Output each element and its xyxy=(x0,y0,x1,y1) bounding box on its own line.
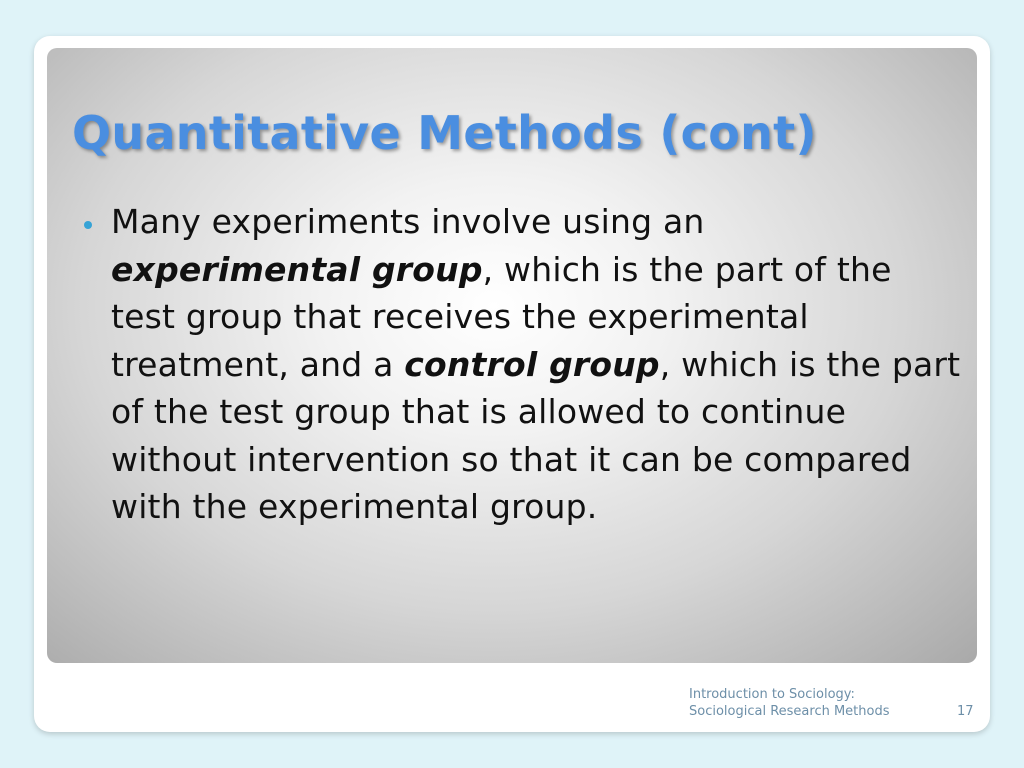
bullet-text-part: , which is the part of the test group that is allowed to continue without intervention so that it can be compared with the experimental group. xyxy=(111,344,961,526)
bullet-text-part: , which is the part of the test group that receives the experimental treatment, and a xyxy=(111,249,892,384)
footer-course-title xyxy=(689,686,890,720)
bullet-dot-icon xyxy=(84,221,92,229)
footer-line-1: Introduction to Sociology: xyxy=(689,687,855,702)
page-number: 17 xyxy=(957,704,974,719)
term-experimental-group: experimental group xyxy=(111,249,483,289)
bullet-item xyxy=(84,198,964,531)
bullet-text-part: Many experiments involve using an xyxy=(111,202,705,241)
footer-line-2: Sociological Research Methods xyxy=(689,704,890,719)
term-control-group: control group xyxy=(404,344,660,384)
bullet-list xyxy=(84,198,964,531)
slide-title: Quantitative Methods (cont) xyxy=(72,106,817,160)
